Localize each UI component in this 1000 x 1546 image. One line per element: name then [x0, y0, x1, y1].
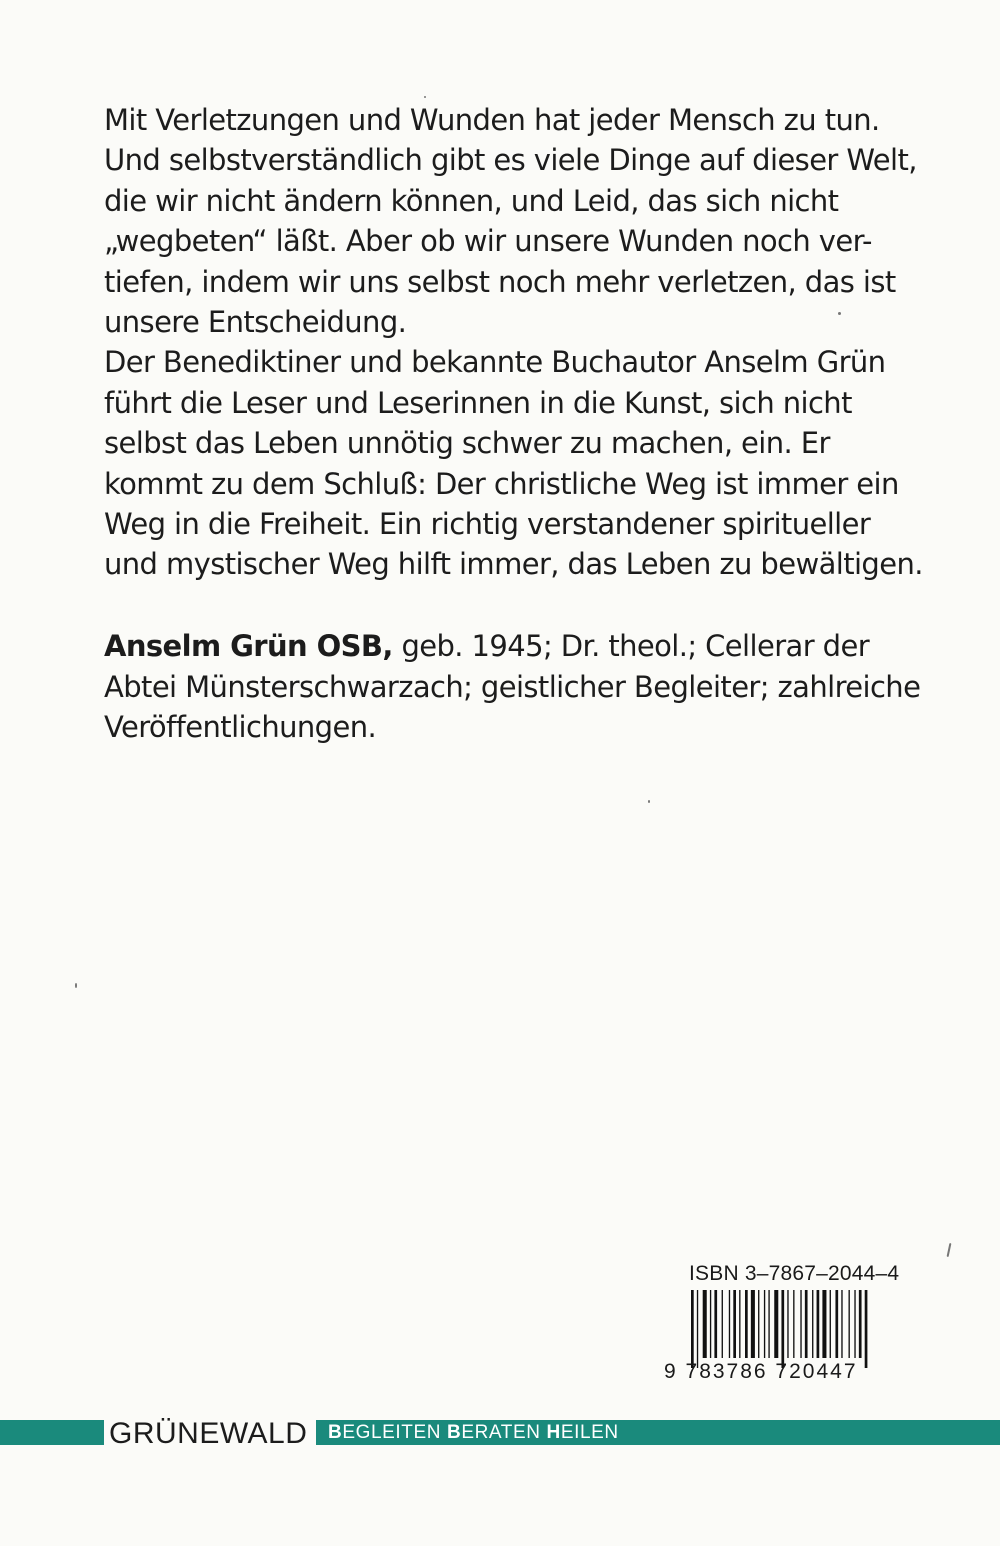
barcode-digits: 9 783786 720447 [664, 1360, 858, 1383]
publisher-slogan [328, 1421, 619, 1444]
author-bio [104, 626, 924, 748]
barcode [690, 1290, 898, 1368]
bio-line: Veröffentlichungen. [104, 710, 377, 744]
blurb-line: Der Benediktiner und bekannte Buchautor Anselm Grün [104, 345, 886, 380]
author-name: Anselm Grün OSB, [104, 629, 393, 663]
blurb-line: Und selbstverständlich gibt es viele Dinge auf dieser Welt, [104, 143, 917, 178]
bio-line [104, 626, 924, 667]
footer-band-left [0, 1420, 104, 1445]
slogan-word: BERATEN [447, 1422, 541, 1443]
blurb-line: kommt zu dem Schluß: Der christliche Weg ist immer ein [104, 466, 899, 501]
bio-details: geb. 1945; Dr. theol.; Cellerar der [392, 629, 870, 663]
paper-speck [838, 312, 841, 315]
blurb-line: Weg in die Freiheit. Ein richtig verstandener spiritueller [104, 507, 871, 542]
publisher-name: GRÜNEWALD [109, 1417, 308, 1450]
blurb-line: selbst das Leben unnötig schwer zu machen, ein. Er [104, 426, 830, 461]
blurb-line: Mit Verletzungen und Wunden hat jeder Mensch zu tun. [104, 103, 880, 137]
blurb-line: führt die Leser und Leserinnen in die Kunst, sich nicht [104, 385, 852, 420]
blurb-line: unsere Entscheidung. [104, 305, 407, 340]
blurb-line: die wir nicht ändern können, und Leid, das sich nicht [104, 183, 839, 218]
paper-speck [424, 96, 426, 98]
barcode-bars [691, 1290, 867, 1368]
paper-speck [947, 1243, 952, 1257]
slogan-word: HEILEN [546, 1422, 619, 1443]
blurb-text [104, 100, 924, 585]
isbn-label: ISBN 3–7867–2044–4 [689, 1262, 900, 1285]
blurb-line: und mystischer Weg hilft immer, das Leben zu bewältigen. [104, 547, 923, 582]
blurb-line: tiefen, indem wir uns selbst noch mehr verletzen, das ist [104, 264, 896, 299]
paper-speck [648, 800, 650, 803]
blurb-line: „wegbeten“ läßt. Aber ob wir unsere Wunden noch ver- [104, 224, 872, 259]
paper-speck [75, 983, 77, 988]
bio-line: Abtei Münsterschwarzach; geistlicher Begleiter; zahlreiche [104, 669, 921, 704]
slogan-word: BEGLEITEN [328, 1422, 442, 1443]
